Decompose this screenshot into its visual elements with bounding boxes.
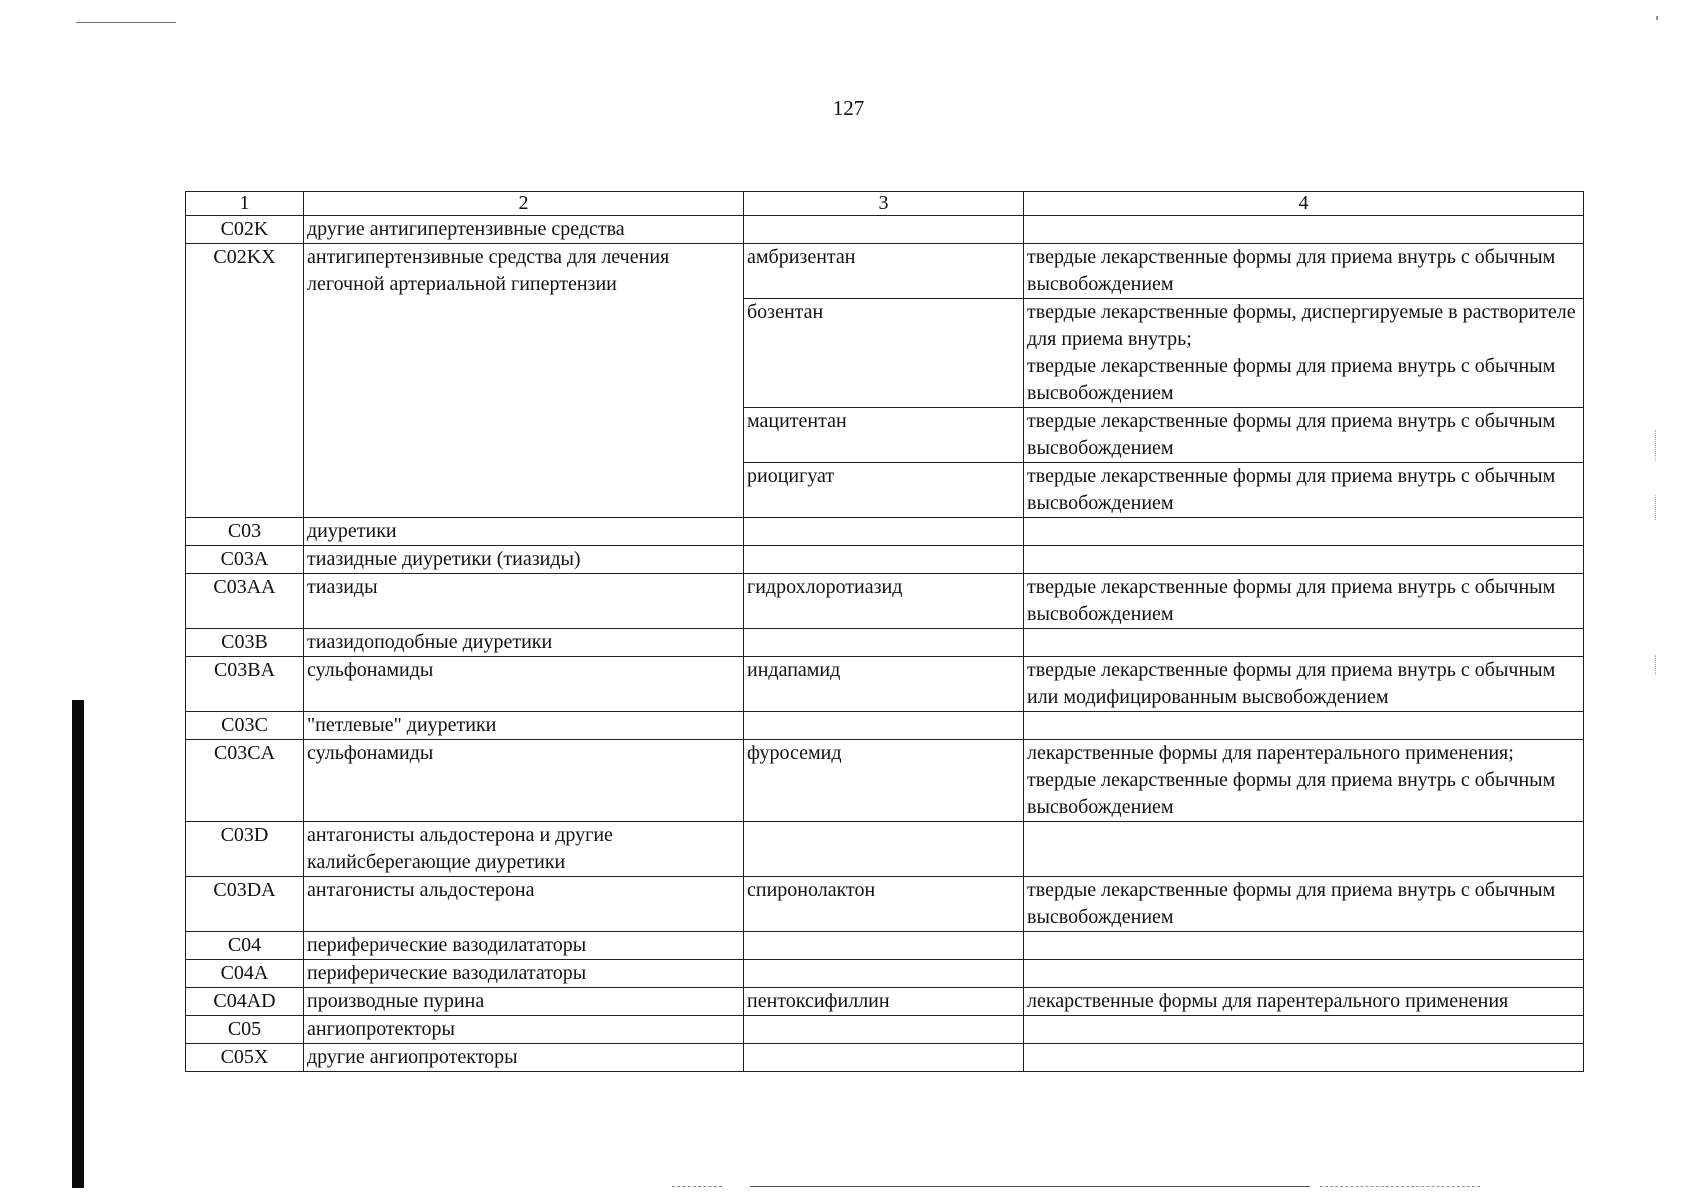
- group-cell: производные пурина: [304, 988, 744, 1016]
- atc-code-cell: C03D: [186, 822, 304, 877]
- atc-code-cell: C02KX: [186, 244, 304, 518]
- atc-code-cell: C03BA: [186, 657, 304, 712]
- scan-artifact-dot: [1656, 16, 1658, 20]
- forms-cell: [1024, 988, 1584, 1016]
- forms-cell: [1024, 960, 1584, 988]
- drug-cell: [744, 960, 1024, 988]
- table-row: [186, 960, 1584, 988]
- group-cell: антагонисты альдостерона: [304, 877, 744, 932]
- forms-cell: [1024, 574, 1584, 629]
- atc-code-cell: C05: [186, 1016, 304, 1044]
- drug-cell: гидрохлоротиазид: [744, 574, 1024, 629]
- form-line: лекарственные формы для парентерального применения;: [1027, 742, 1514, 764]
- drug-cell: мацитентан: [744, 408, 1024, 463]
- forms-cell: [1024, 1016, 1584, 1044]
- form-line: твердые лекарственные формы для приема внутрь с обычным или модифицированным высвобождением: [1027, 659, 1556, 708]
- group-cell: другие ангиопротекторы: [304, 1044, 744, 1072]
- drug-table: [185, 191, 1584, 1072]
- scan-artifact-dashes: [1320, 1186, 1480, 1188]
- atc-code-cell: C02K: [186, 216, 304, 244]
- scan-artifact-dashes: [672, 1186, 722, 1188]
- drug-cell: [744, 932, 1024, 960]
- scan-artifact-line: [76, 22, 176, 23]
- group-cell: сульфонамиды: [304, 657, 744, 712]
- group-cell: "петлевые" диуретики: [304, 712, 744, 740]
- group-cell: антигипертензивные средства для лечения легочной артериальной гипертензии: [304, 244, 744, 518]
- drug-cell: бозентан: [744, 299, 1024, 408]
- header-cell: 3: [744, 192, 1024, 216]
- form-line: лекарственные формы для парентерального применения: [1027, 990, 1509, 1012]
- drug-cell: фуросемид: [744, 740, 1024, 822]
- atc-code-cell: C03C: [186, 712, 304, 740]
- form-line: твердые лекарственные формы для приема внутрь с обычным высвобождением: [1027, 769, 1556, 818]
- forms-cell: [1024, 740, 1584, 822]
- drug-cell: [744, 518, 1024, 546]
- form-line: твердые лекарственные формы для приема внутрь с обычным высвобождением: [1027, 465, 1556, 514]
- header-cell: 2: [304, 192, 744, 216]
- form-line: твердые лекарственные формы для приема внутрь с обычным высвобождением: [1027, 246, 1556, 295]
- scan-artifact-specks: [1655, 430, 1658, 460]
- drug-cell: [744, 629, 1024, 657]
- drug-cell: спиронолактон: [744, 877, 1024, 932]
- atc-code-cell: C04AD: [186, 988, 304, 1016]
- scan-artifact-specks: [1655, 495, 1658, 520]
- forms-cell: [1024, 408, 1584, 463]
- drug-cell: индапамид: [744, 657, 1024, 712]
- group-cell: другие антигипертензивные средства: [304, 216, 744, 244]
- forms-cell: [1024, 244, 1584, 299]
- table-row: [186, 216, 1584, 244]
- atc-code-cell: C04: [186, 932, 304, 960]
- forms-cell: [1024, 216, 1584, 244]
- group-cell: тиазидоподобные диуретики: [304, 629, 744, 657]
- drug-cell: амбризентан: [744, 244, 1024, 299]
- forms-cell: [1024, 1044, 1584, 1072]
- drug-cell: [744, 216, 1024, 244]
- table-row: [186, 712, 1584, 740]
- group-cell: тиазидные диуретики (тиазиды): [304, 546, 744, 574]
- forms-cell: [1024, 463, 1584, 518]
- forms-cell: [1024, 932, 1584, 960]
- atc-code-cell: C03B: [186, 629, 304, 657]
- form-line: твердые лекарственные формы для приема внутрь с обычным высвобождением: [1027, 410, 1556, 459]
- drug-cell: [744, 1016, 1024, 1044]
- table-row: [186, 1016, 1584, 1044]
- form-line: твердые лекарственные формы для приема внутрь с обычным высвобождением: [1027, 576, 1556, 625]
- atc-code-cell: C03CA: [186, 740, 304, 822]
- forms-cell: [1024, 712, 1584, 740]
- table-row: [186, 518, 1584, 546]
- table-row: [186, 822, 1584, 877]
- group-cell: периферические вазодилататоры: [304, 932, 744, 960]
- scan-artifact-bottom-line: [750, 1186, 1310, 1187]
- group-cell: тиазиды: [304, 574, 744, 629]
- forms-cell: [1024, 877, 1584, 932]
- forms-cell: [1024, 299, 1584, 408]
- atc-code-cell: C03: [186, 518, 304, 546]
- header-cell: 4: [1024, 192, 1584, 216]
- atc-code-cell: C05X: [186, 1044, 304, 1072]
- atc-code-cell: C03A: [186, 546, 304, 574]
- form-line: твердые лекарственные формы для приема внутрь с обычным высвобождением: [1027, 879, 1556, 928]
- group-cell: антагонисты альдостерона и другие калийсберегающие диуретики: [304, 822, 744, 877]
- drug-cell: [744, 822, 1024, 877]
- group-cell: периферические вазодилататоры: [304, 960, 744, 988]
- group-cell: сульфонамиды: [304, 740, 744, 822]
- header-row: [186, 192, 1584, 216]
- form-line: твердые лекарственные формы, диспергируемые в растворителе для приема внутрь;: [1027, 301, 1576, 350]
- page-number: 127: [832, 96, 865, 120]
- atc-code-cell: C03DA: [186, 877, 304, 932]
- forms-cell: [1024, 518, 1584, 546]
- header-cell: 1: [186, 192, 304, 216]
- forms-cell: [1024, 546, 1584, 574]
- group-cell: диуретики: [304, 518, 744, 546]
- table-row: [186, 244, 1584, 299]
- atc-code-cell: C04A: [186, 960, 304, 988]
- scan-edge-shadow: [72, 700, 84, 1188]
- table-row: [186, 988, 1584, 1016]
- forms-cell: [1024, 657, 1584, 712]
- forms-cell: [1024, 629, 1584, 657]
- table-row: [186, 574, 1584, 629]
- table-row: [186, 629, 1584, 657]
- atc-code-cell: C03AA: [186, 574, 304, 629]
- drug-cell: риоцигуат: [744, 463, 1024, 518]
- drug-cell: [744, 546, 1024, 574]
- table-row: [186, 546, 1584, 574]
- table-row: [186, 932, 1584, 960]
- drug-cell: [744, 1044, 1024, 1072]
- drug-cell: пентоксифиллин: [744, 988, 1024, 1016]
- scan-artifact-specks: [1655, 655, 1658, 675]
- table-row: [186, 877, 1584, 932]
- table-row: [186, 740, 1584, 822]
- table-row: [186, 1044, 1584, 1072]
- group-cell: ангиопротекторы: [304, 1016, 744, 1044]
- form-line: твердые лекарственные формы для приема внутрь с обычным высвобождением: [1027, 355, 1556, 404]
- table-row: [186, 657, 1584, 712]
- drug-cell: [744, 712, 1024, 740]
- forms-cell: [1024, 822, 1584, 877]
